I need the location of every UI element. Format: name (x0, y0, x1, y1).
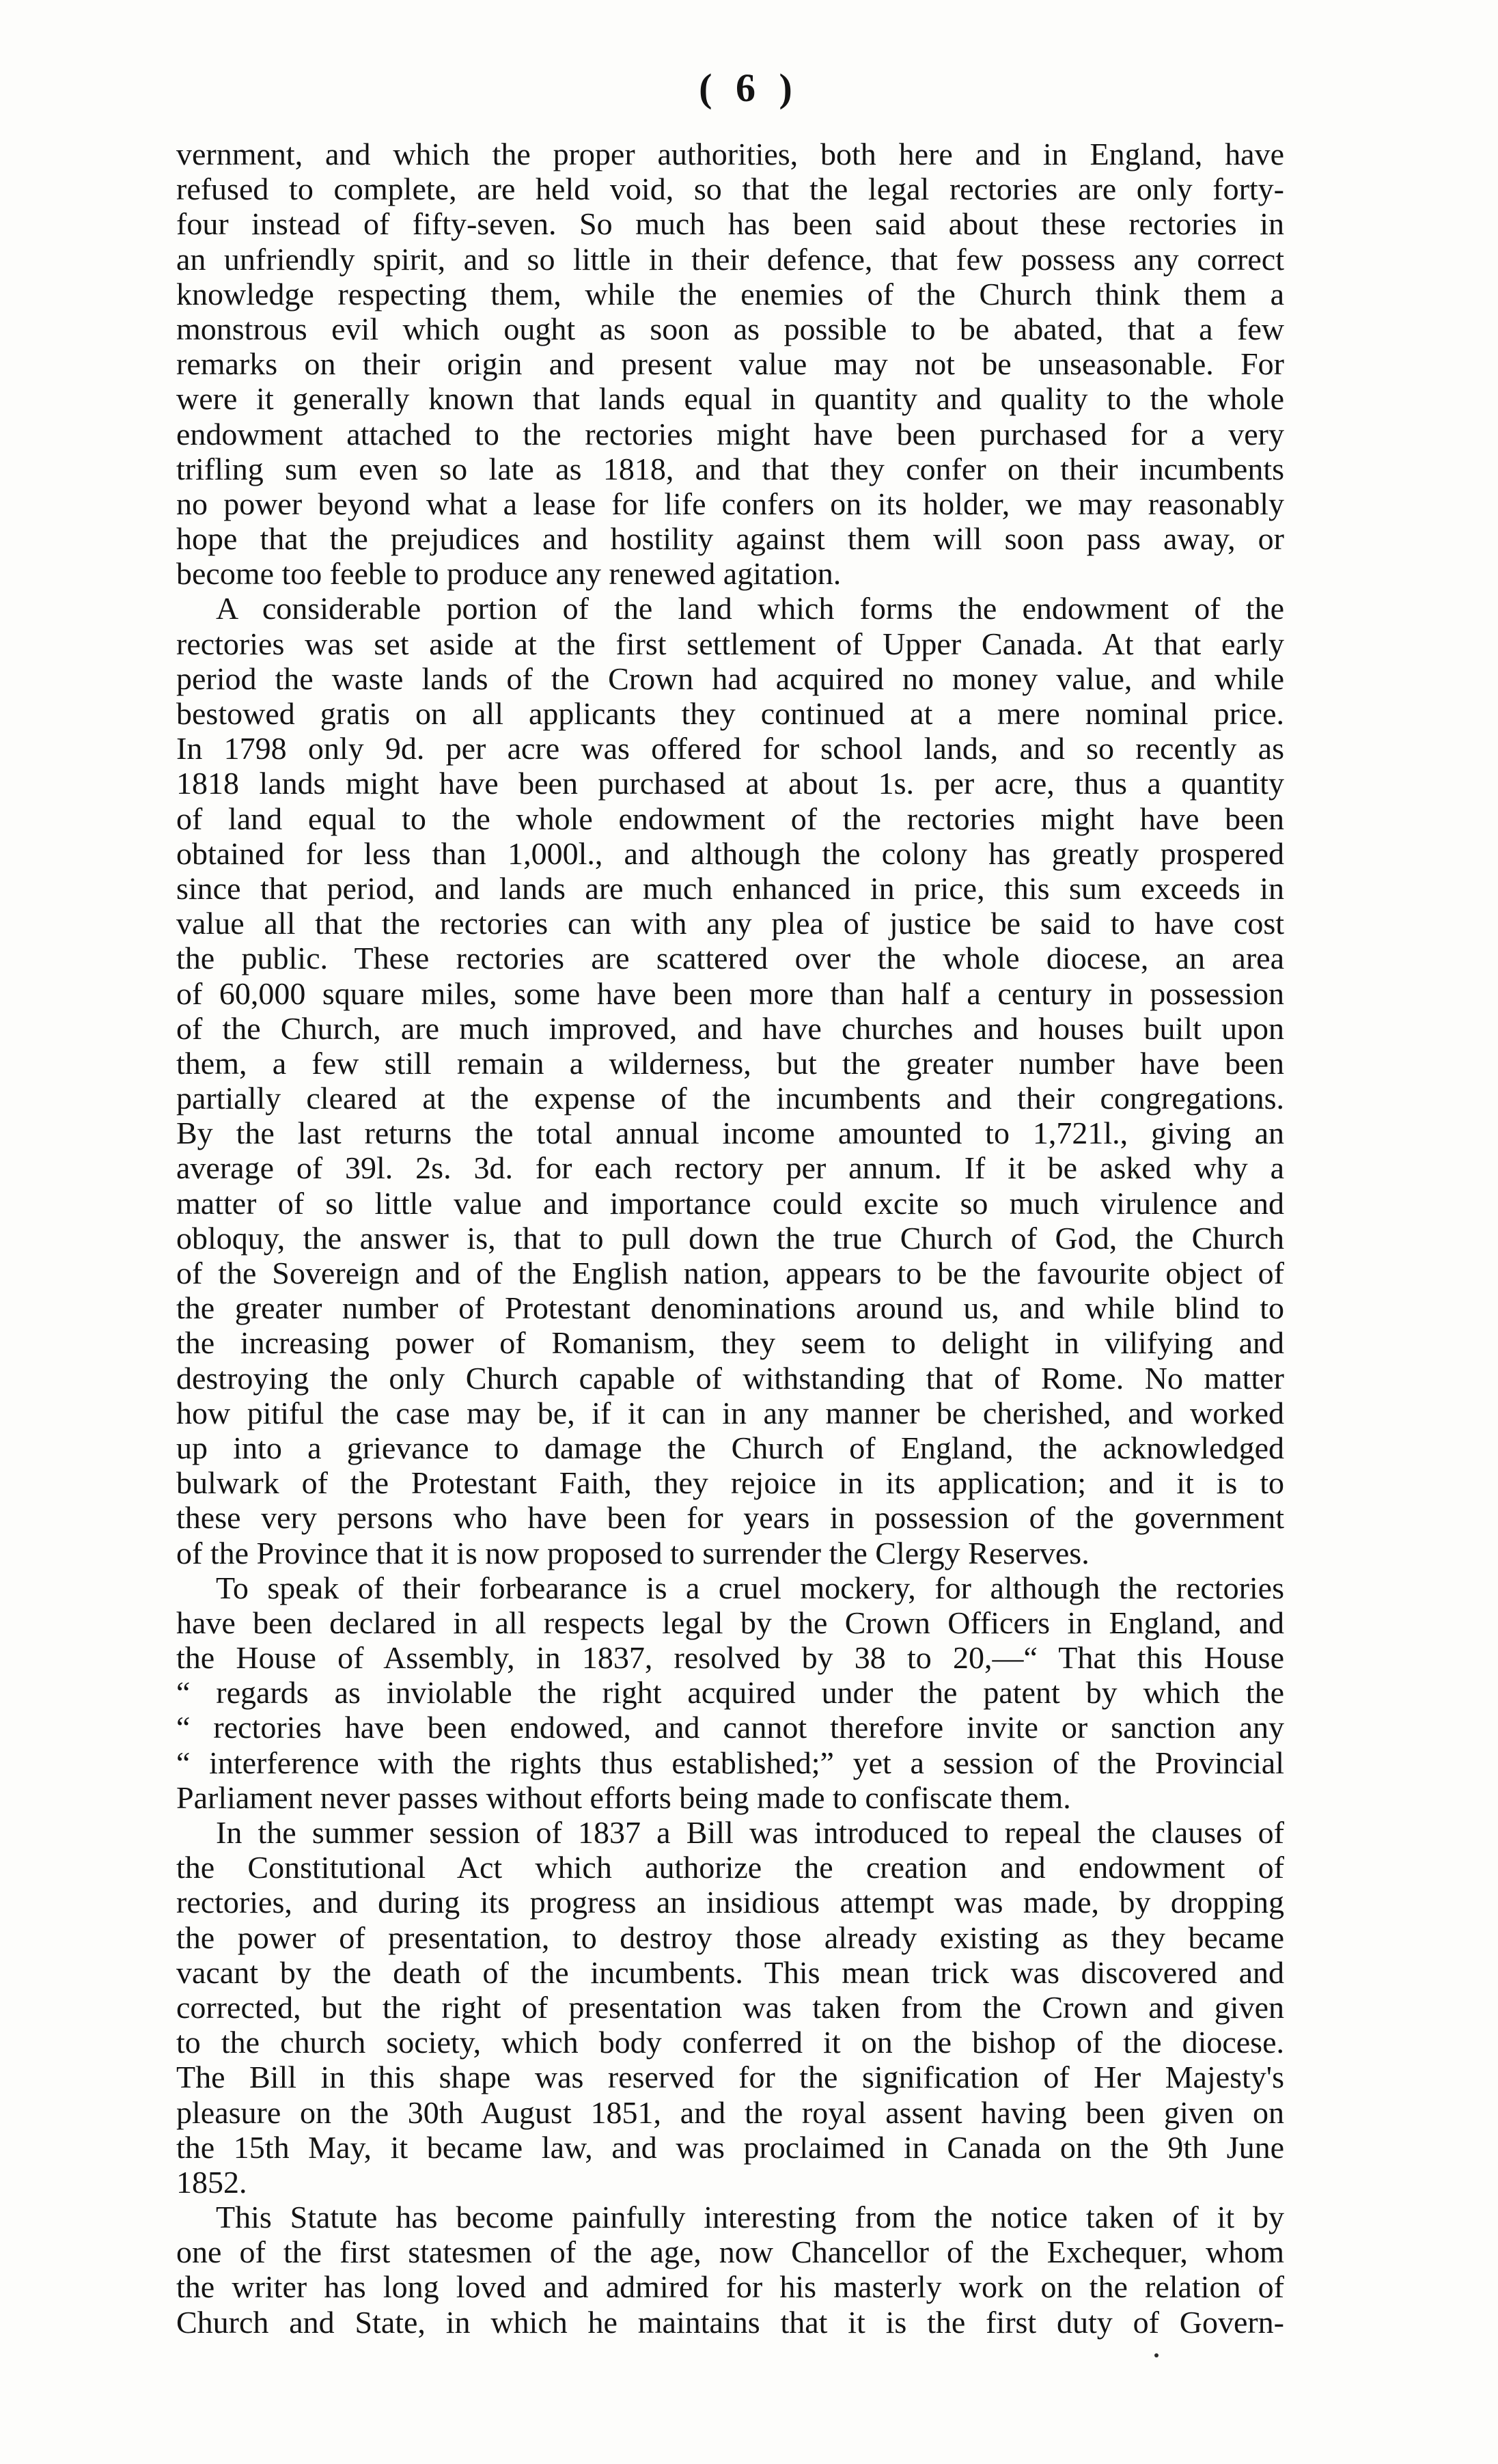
text-line: remarks on their origin and present value may not be unseasonable. For (176, 346, 1284, 382)
text-line: In the summer session of 1837 a Bill was introduced to repeal the clauses of (216, 1815, 1284, 1850)
text-line: the public. These rectories are scattered over the whole diocese, an area (176, 941, 1284, 976)
text-line: the greater number of Protestant denominations around us, and while blind to (176, 1290, 1284, 1326)
text-line: since that period, and lands are much enhanced in price, this sum exceeds in (176, 870, 1284, 906)
text-line: the power of presentation, to destroy those already existing as they became (176, 1920, 1284, 1955)
text-line: pleasure on the 30th August 1851, and the royal assent having been given on (176, 2094, 1284, 2130)
text-line: the increasing power of Romanism, they seem to delight in vilifying and (176, 1325, 1284, 1361)
text-line: Church and State, in which he maintains that it is the first duty of Govern- (176, 2304, 1284, 2340)
text-line: monstrous evil which ought as soon as possible to be abated, that a few (176, 311, 1284, 346)
text-line: “ regards as inviolable the right acquired under the patent by which the (176, 1675, 1284, 1711)
text-line: obloquy, the answer is, that to pull down the true Church of God, the Church (176, 1220, 1284, 1256)
text-line: the 15th May, it became law, and was proclaimed in Canada on the 9th June (176, 2129, 1284, 2165)
text-line: knowledge respecting them, while the enemies of the Church think them a (176, 276, 1284, 312)
text-line: 1818 lands might have been purchased at about 1s. per acre, thus a quantity (176, 766, 1284, 801)
text-line: endowment attached to the rectories might have been purchased for a very (176, 416, 1284, 452)
text-line: of the Province that it is now proposed to surrender the Clergy Reserves. (176, 1535, 1090, 1570)
text-line: trifling sum even so late as 1818, and that they confer on their incumbents (176, 451, 1284, 486)
text-line: By the last returns the total annual income amounted to 1,721l., giving an (176, 1116, 1284, 1151)
text-line: how pitiful the case may be, if it can in any manner be cherished, and worked (176, 1395, 1284, 1430)
text-line: these very persons who have been for years in possession of the government (176, 1500, 1284, 1536)
text-line: rectories, and during its progress an insidious attempt was made, by dropping (176, 1885, 1284, 1920)
text-line: rectories was set aside at the first settlement of Upper Canada. At that early (176, 626, 1284, 661)
text-line: refused to complete, are held void, so that the legal rectories are only forty- (176, 171, 1284, 207)
text-line: the writer has long loved and admired for his masterly work on the relation of (176, 2269, 1284, 2305)
text-line: obtained for less than 1,000l., and although the colony has greatly prospered (176, 835, 1284, 871)
text-line: no power beyond what a lease for life confers on its holder, we may reasonably (176, 486, 1284, 521)
text-line: vernment, and which the proper authorities, both here and in England, have (176, 137, 1284, 171)
text-line: of the Sovereign and of the English nation, appears to be the favourite object of (176, 1256, 1284, 1290)
text-line: “ interference with the rights thus established;” yet a session of the Provincial (176, 1745, 1284, 1780)
text-line: of 60,000 square miles, some have been more than half a century in possession (176, 975, 1284, 1011)
text-line: the Constitutional Act which authorize the creation and endowment of (176, 1850, 1284, 1885)
text-line: bestowed gratis on all applicants they continued at a mere nominal price. (176, 696, 1284, 731)
text-line: them, a few still remain a wilderness, but the greater number have been (176, 1045, 1284, 1081)
text-line: “ rectories have been endowed, and cannot therefore invite or sanction any (176, 1710, 1284, 1745)
text-line: destroying the only Church capable of withstanding that of Rome. No matter (176, 1360, 1284, 1396)
text-line: average of 39l. 2s. 3d. for each rectory per annum. If it be asked why a (176, 1150, 1284, 1186)
text-line: have been declared in all respects legal by the Crown Officers in England, and (176, 1605, 1284, 1640)
text-line: value all that the rectories can with any plea of justice be said to have cost (176, 906, 1284, 941)
text-line: four instead of fifty-seven. So much has been said about these rectories in (176, 206, 1284, 242)
text-line: the House of Assembly, in 1837, resolved by 38 to 20,—“ That this House (176, 1640, 1284, 1676)
text-line: of land equal to the whole endowment of the rectories might have been (176, 801, 1284, 836)
body-text (176, 137, 1284, 2340)
text-line: up into a grievance to damage the Church of England, the acknowledged (176, 1430, 1284, 1465)
text-line: of the Church, are much improved, and have churches and houses built upon (176, 1010, 1284, 1046)
text-line: 1852. (176, 2164, 247, 2200)
text-line: bulwark of the Protestant Faith, they rejoice in its application; and it is to (176, 1465, 1284, 1501)
text-line: partially cleared at the expense of the incumbents and their congregations. (176, 1081, 1284, 1116)
print-speck (1154, 2353, 1159, 2357)
text-line: one of the first statesmen of the age, now Chancellor of the Exchequer, whom (176, 2234, 1284, 2270)
text-line: hope that the prejudices and hostility against them will soon pass away, or (176, 521, 1284, 557)
text-line: The Bill in this shape was reserved for the signification of Her Majesty's (176, 2060, 1284, 2095)
text-line: become too feeble to produce any renewed agitation. (176, 556, 842, 592)
text-line: were it generally known that lands equal in quantity and quality to the whole (176, 381, 1284, 417)
text-line: A considerable portion of the land which forms the endowment of the (216, 591, 1284, 626)
text-line: In 1798 only 9d. per acre was offered for school lands, and so recently as (176, 731, 1284, 766)
text-line: to the church society, which body conferred it on the bishop of the diocese. (176, 2025, 1284, 2060)
text-line: To speak of their forbearance is a cruel mockery, for although the rectories (216, 1570, 1284, 1605)
text-line: Parliament never passes without efforts being made to confiscate them. (176, 1780, 1071, 1815)
text-line: This Statute has become painfully interesting from the notice taken of it by (216, 2200, 1284, 2235)
page-number: ( 6 ) (699, 66, 799, 110)
text-line: period the waste lands of the Crown had acquired no money value, and while (176, 661, 1284, 696)
text-line: an unfriendly spirit, and so little in their defence, that few possess any correct (176, 241, 1284, 277)
text-line: vacant by the death of the incumbents. This mean trick was discovered and (176, 1954, 1284, 1990)
text-line: matter of so little value and importance could excite so much virulence and (176, 1185, 1284, 1221)
text-line: corrected, but the right of presentation was taken from the Crown and given (176, 1989, 1284, 2025)
